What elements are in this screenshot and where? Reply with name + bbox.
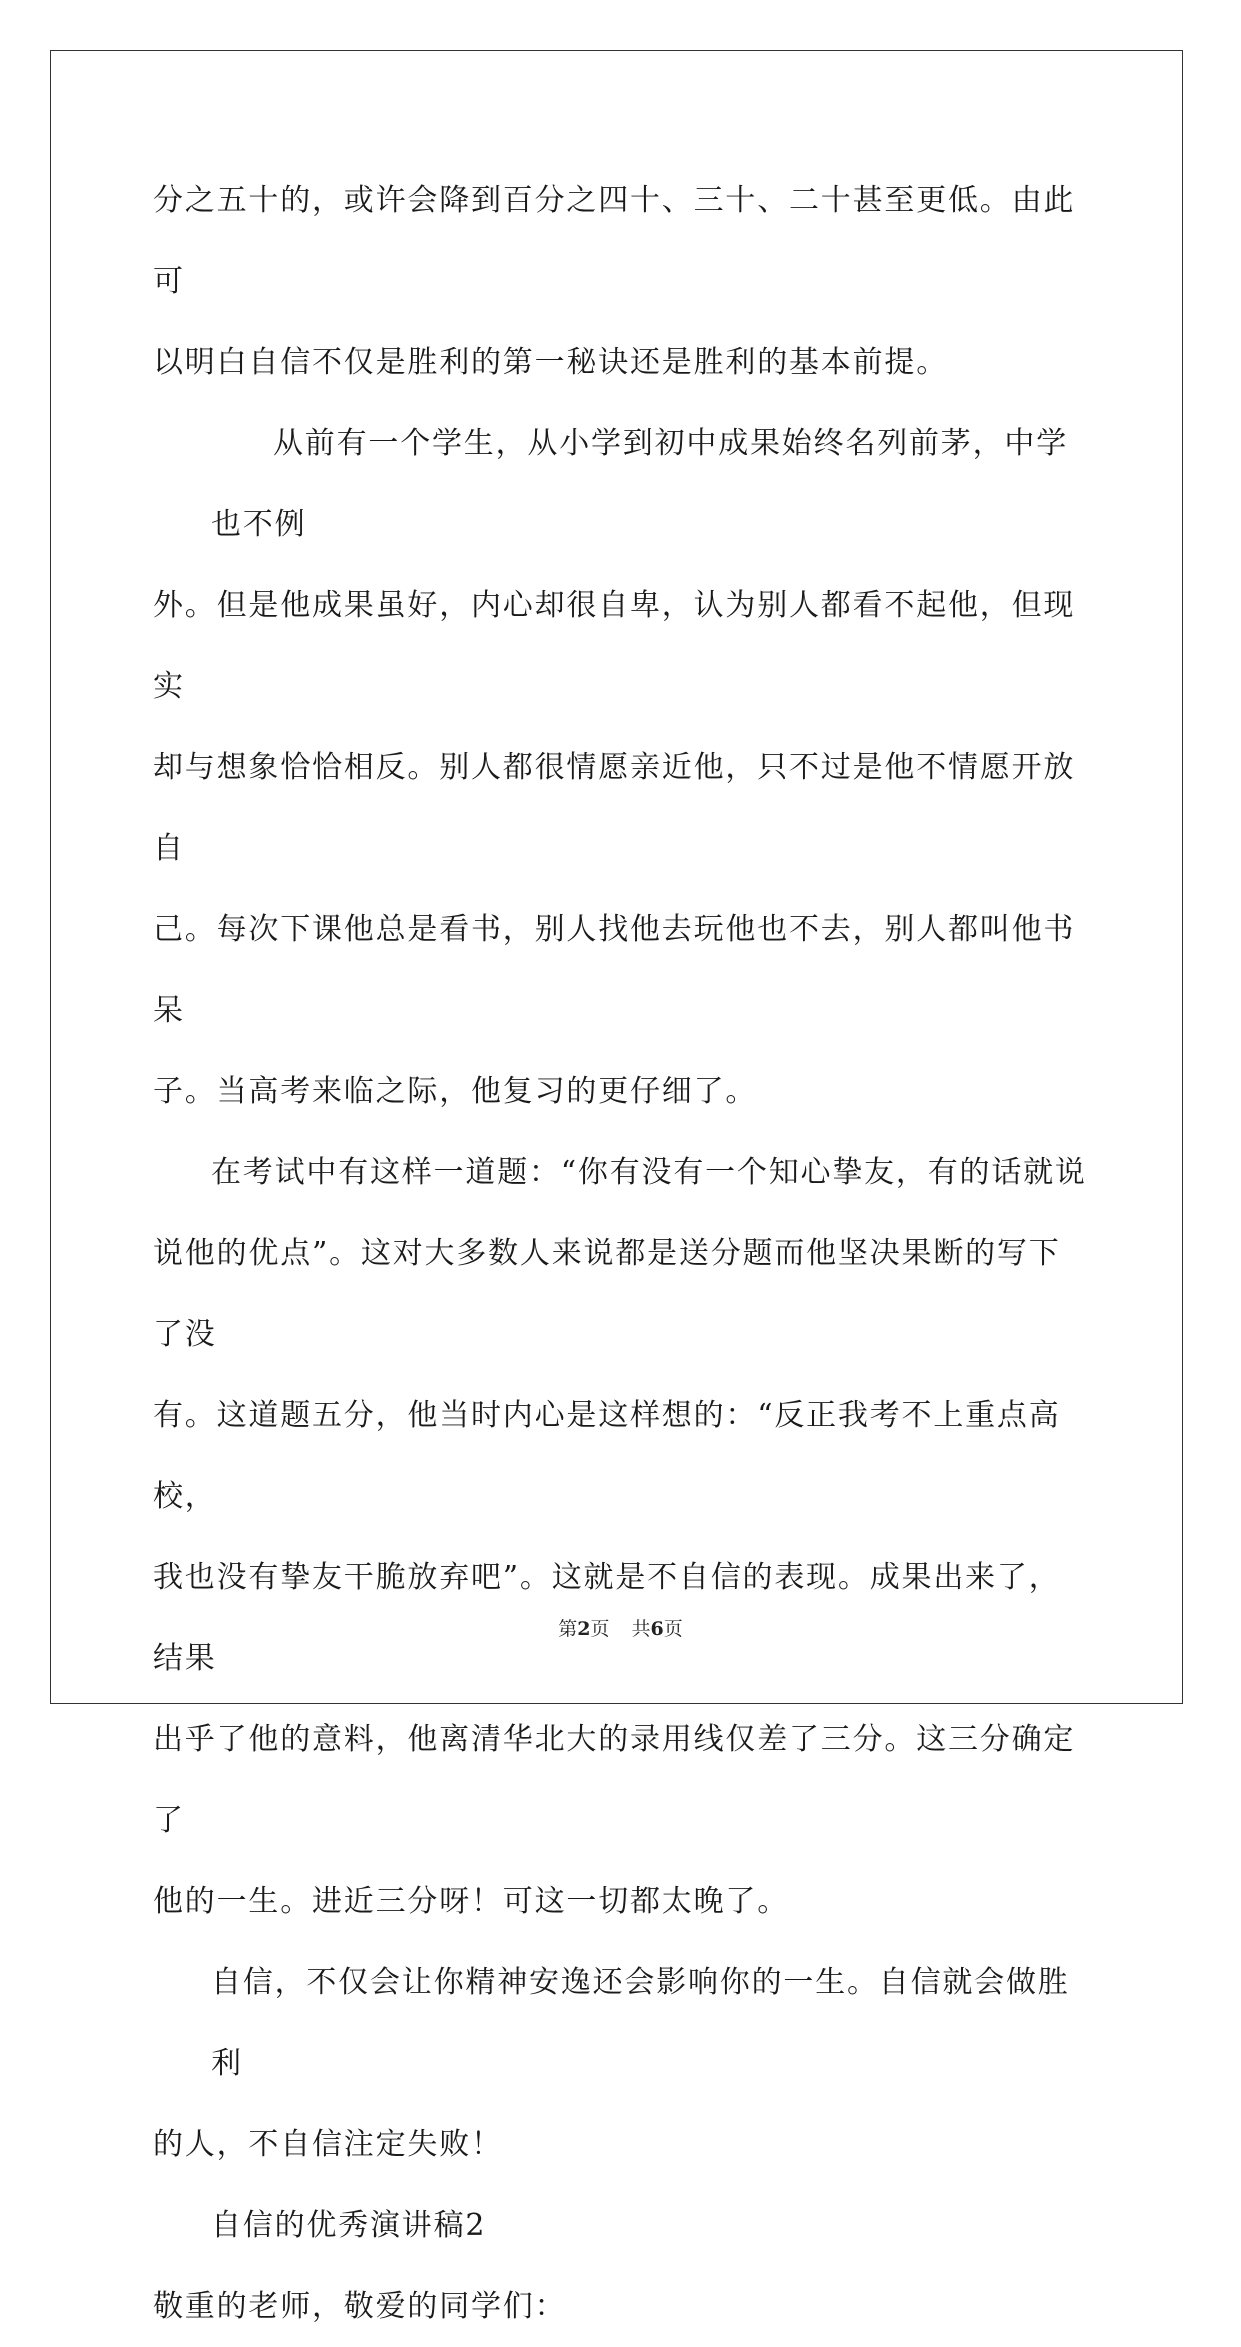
text-line: 说他的优点”。这对大多数人来说都是送分题而他坚决果断的写下了没 [153,1236,1061,1352]
text-line: 在考试中有这样一道题：“你有没有一个知心挚友，有的话就说 [211,1155,1087,1190]
salutation: 敬重的老师，敬爱的同学们： [153,2289,567,2324]
text-line: 分之五十的，或许会降到百分之四十、三十、二十甚至更低。由此可 [153,183,1076,299]
footer-page-total: 6 [650,1618,664,1640]
text-line: 的人，不自信注定失败！ [153,2127,503,2162]
text-line: 却与想象恰恰相反。别人都很情愿亲近他，只不过是他不情愿开放自 [153,750,1076,866]
text-line: 出乎了他的意料，他离清华北大的录用线仅差了三分。这三分确定了 [153,1722,1076,1838]
document-body [153,160,1088,2347]
text-line: 自信，不仅会让你精神安逸还会影响你的一生。自信就会做胜利 [211,1965,1070,2081]
section-heading: 自信的优秀演讲稿2 [211,2208,487,2243]
footer-page-mid: 页 [590,1618,610,1640]
footer-page-prefix: 第 [558,1618,578,1640]
footer-total-prefix: 共 [631,1618,651,1640]
text-line: 外。但是他成果虽好，内心却很自卑，认为别人都看不起他，但现实 [153,588,1076,704]
text-line: 子。当高考来临之际，他复习的更仔细了。 [153,1074,758,1109]
text-line: 己。每次下课他总是看书，别人找他去玩他也不去，别人都叫他书呆 [153,912,1076,1028]
text-line: 从前有一个学生，从小学到初中成果始终名列前茅，中学也不例 [211,426,1068,542]
page-footer [0,1614,1241,1641]
text-line: 以明白自信不仅是胜利的第一秘诀还是胜利的基本前提。 [153,345,948,380]
footer-page-current: 2 [577,1618,591,1640]
text-line: 我也没有挚友干脆放弃吧”。这就是不自信的表现。成果出来了，结果 [153,1560,1061,1676]
footer-total-suffix: 页 [663,1618,683,1640]
text-line: 他的一生。进近三分呀！可这一切都太晚了。 [153,1884,789,1919]
text-line: 有。这道题五分，他当时内心是这样想的：“反正我考不上重点高校， [153,1398,1061,1514]
